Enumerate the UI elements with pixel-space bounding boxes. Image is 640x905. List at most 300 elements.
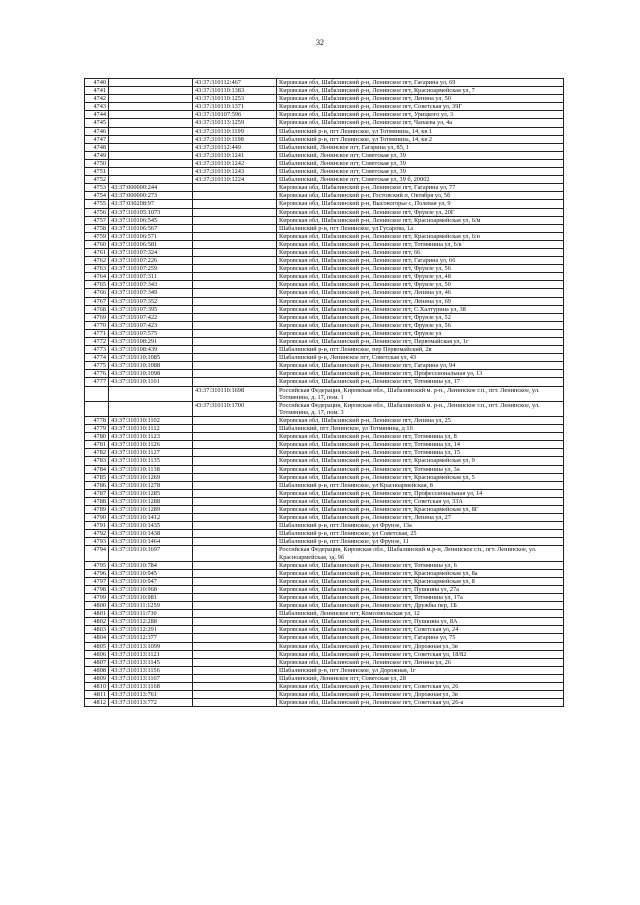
address-cell: Кировская обл, Шабалинский р-н, Ленинское пгт, Гагарина ул, 94 [277,362,564,370]
sub-cadastral-number-cell [193,530,277,538]
address-cell: Шабалинский р-н, пгт Ленинское, ул Дорожная, 1г [277,666,564,674]
cadastral-number-cell: 43:37:310107:259 [109,265,193,273]
sub-cadastral-number-cell [193,346,277,354]
cadastral-number-cell: 43:37:310106:567 [109,224,193,232]
address-cell: Шабалинский р-н, пгт Ленинское, ул Советская, 25 [277,530,564,538]
sub-cadastral-number-cell [193,634,277,642]
table-row [85,176,564,184]
cadastral-number-cell: 43:37:310107:311 [109,273,193,281]
cadastral-number-cell: 43:37:310110:1098 [109,370,193,378]
sub-cadastral-number-cell [193,297,277,305]
sub-cadastral-number-cell: 43:37:310107:596 [193,111,277,119]
row-number-cell: 4757 [85,216,109,224]
cadastral-number-cell: 43:37:310112:377 [109,634,193,642]
address-cell: Кировская обл, Шабалинский р-н, Ленинское пгт, Тотмянина ул, 8 [277,433,564,441]
address-cell: Кировская обл, Шабалинский р-н, Ленинское пгт, Красноармейская ул, 9 [277,457,564,465]
sub-cadastral-number-cell [193,184,277,192]
address-cell: Кировская обл, Шабалинский р-н, Ленинское пгт, Тотмянина ул, 17а [277,594,564,602]
address-cell: Кировская обл, Шабалинский р-н, Ленинское пгт, Советская ул, 33А [277,497,564,505]
cadastral-number-cell: 43:37:310113:772 [109,699,193,707]
sub-cadastral-number-cell [193,338,277,346]
address-cell: Шабалинский р-н, Ленинское пгт, Советская ул, 43 [277,354,564,362]
row-number-cell: 4756 [85,208,109,216]
sub-cadastral-number-cell [193,569,277,577]
cadastral-number-cell: 43:37:310112:291 [109,626,193,634]
cadastral-number-cell: 43:37:310110:1127 [109,449,193,457]
row-number-cell: 4754 [85,192,109,200]
table-row [85,634,564,642]
table-row [85,362,564,370]
sub-cadastral-number-cell [193,232,277,240]
sub-cadastral-number-cell [193,378,277,386]
sub-cadastral-number-cell [193,216,277,224]
row-number-cell: 4763 [85,265,109,273]
table-row [85,370,564,378]
row-number-cell: 4772 [85,338,109,346]
row-number-cell: 4775 [85,362,109,370]
sub-cadastral-number-cell [193,626,277,634]
table-row [85,354,564,362]
cadastral-number-cell: 43:37:310113:1121 [109,650,193,658]
cadastral-number-cell: 43:37:310113:761 [109,691,193,699]
sub-cadastral-number-cell [193,240,277,248]
table-row [85,240,564,248]
table-row [85,216,564,224]
table-row [85,119,564,127]
address-cell: Кировская обл, Шабалинский р-н, Ленинское пгт, Ленина ул, 25 [277,416,564,424]
sub-cadastral-number-cell [193,561,277,569]
table-row [85,577,564,585]
cadastral-number-cell: 43:37:310110:1085 [109,354,193,362]
row-number-cell: 4746 [85,127,109,135]
address-cell: Кировская обл, Шабалинский р-н, Ленинское пгт, Фрунзе ул, 56 [277,321,564,329]
cadastral-number-cell: 43:37:310110:981 [109,594,193,602]
cadastral-number-cell: 43:37:310110:1278 [109,481,193,489]
cadastral-number-cell: 43:37:310106:581 [109,240,193,248]
address-cell: Кировская обл, Шабалинский р-н, Ленинское пгт, 66 [277,248,564,256]
row-number-cell: 4776 [85,370,109,378]
sub-cadastral-number-cell [193,370,277,378]
sub-cadastral-number-cell [193,321,277,329]
table-row [85,433,564,441]
cadastral-number-cell [109,168,193,176]
cadastral-number-cell: 43:37:310107:226 [109,257,193,265]
sub-cadastral-number-cell [193,265,277,273]
sub-cadastral-number-cell: 43:37:310113:1259 [193,119,277,127]
cadastral-number-cell: 43:37:310107:422 [109,313,193,321]
address-cell: Кировская обл, Шабалинский р-н, Ленинское пгт, Ленина ул, 46 [277,289,564,297]
table-row [85,449,564,457]
row-number-cell: 4777 [85,378,109,386]
cadastral-number-cell: 43:37:310107:349 [109,289,193,297]
address-cell: Кировская обл, Шабалинский р-н, Ленинское пгт, Дорожная ул, 3в [277,642,564,650]
cadastral-number-cell [109,143,193,151]
sub-cadastral-number-cell [193,362,277,370]
cadastral-number-cell [109,151,193,159]
table-row [85,297,564,305]
cadastral-number-cell: 43:37:310111:1259 [109,602,193,610]
row-number-cell: 4767 [85,297,109,305]
sub-cadastral-number-cell [193,289,277,297]
sub-cadastral-number-cell [193,505,277,513]
address-cell: Шабалинский р-н, пгт Ленинское, ул Красноармейская, 8 [277,481,564,489]
sub-cadastral-number-cell [193,329,277,337]
row-number-cell: 4782 [85,449,109,457]
address-cell: Шабалинский р-н, пгт Ленинское, ул Гусарова, 1а [277,224,564,232]
cadastral-number-cell: 43:37:310110:1088 [109,362,193,370]
sub-cadastral-number-cell [193,497,277,505]
sub-cadastral-number-cell: 43:37:310110:1698 [193,386,277,401]
row-number-cell: 4755 [85,200,109,208]
cadastral-number-cell: 43:37:310107:575 [109,329,193,337]
table-row [85,561,564,569]
table-row [85,497,564,505]
cadastral-number-cell: 43:37:310110:1438 [109,530,193,538]
table-row [85,289,564,297]
address-cell: Кировская обл, Шабалинский р-н, Ленинское пгт, Дружбы пер, 1Б [277,602,564,610]
cadastral-number-cell: 43:37:310112:288 [109,618,193,626]
sub-cadastral-number-cell: 43:37:310110:1253 [193,95,277,103]
sub-cadastral-number-cell [193,465,277,473]
address-cell: Кировская обл, Шабалинский р-н, Ленинское пгт, Красноармейская ул, 8Г [277,505,564,513]
row-number-cell: 4770 [85,321,109,329]
cadastral-number-cell [109,119,193,127]
row-number-cell: 4760 [85,240,109,248]
table-row [85,87,564,95]
row-number-cell: 4787 [85,489,109,497]
address-cell: Кировская обл, Шабалинский р-н, Ленинское пгт, Дорожная ул, 3в [277,691,564,699]
cadastral-number-cell [109,176,193,184]
row-number-cell: 4796 [85,569,109,577]
table-row [85,232,564,240]
registry-table-body [85,79,564,707]
address-cell: Шабалинский, Ленинское пгт, Советская ул, 39 [277,159,564,167]
address-cell: Шабалинский р-н, пгт Ленинское, пер Первомайский, 2в [277,346,564,354]
address-cell: Кировская обл, Шабалинский р-н, Ленинское пгт, Ленина ул, 69 [277,297,564,305]
cadastral-number-cell [109,159,193,167]
address-cell: Кировская обл, Шабалинский р-н, Ленинское пгт, Гагарина ул, 77 [277,184,564,192]
table-row [85,200,564,208]
address-cell: Кировская обл, Шабалинский р-н, Ленинское пгт, Гагарина ул, 66 [277,257,564,265]
address-cell: Шабалинский, Ленинское пгт, Гагарина ул, 85, 1 [277,143,564,151]
address-cell: Кировская обл, Шабалинский р-н, Ленинское пгт, Профессиональная ул, 13 [277,370,564,378]
cadastral-number-cell: 43:37:310108:291 [109,338,193,346]
row-number-cell: 4803 [85,626,109,634]
sub-cadastral-number-cell [193,473,277,481]
address-cell: Кировская обл, Шабалинский р-н, Ленинское пгт, Фрунзе ул [277,329,564,337]
cadastral-number-cell: 43:37:310110:1101 [109,378,193,386]
sub-cadastral-number-cell [193,354,277,362]
address-cell: Шабалинский, Ленинское пгт, Советская ул, 39 б, 20002 [277,176,564,184]
table-row [85,401,564,416]
address-cell: Кировская обл, Шабалинский р-н, Ленинское пгт, Ленина ул, 26 [277,658,564,666]
sub-cadastral-number-cell [193,208,277,216]
row-number-cell: 4766 [85,289,109,297]
table-row [85,481,564,489]
page-number: 32 [316,38,324,47]
row-number-cell [85,386,109,401]
table-row [85,184,564,192]
table-row [85,416,564,424]
table-row [85,441,564,449]
sub-cadastral-number-cell [193,691,277,699]
address-cell: Кировская обл, Шабалинский р-н, Ленинское пгт, Фрунзе ул, 48 [277,273,564,281]
cadastral-number-cell: 43:37:030208:97 [109,200,193,208]
table-row [85,281,564,289]
address-cell: Кировская обл, Шабалинский р-н, Ленинское пгт, Тотмянина ул, 17 [277,378,564,386]
table-row [85,111,564,119]
sub-cadastral-number-cell [193,642,277,650]
cadastral-number-cell: 43:37:310113:1099 [109,642,193,650]
row-number-cell: 4744 [85,111,109,119]
row-number-cell: 4768 [85,305,109,313]
sub-cadastral-number-cell: 43:37:310112:449 [193,143,277,151]
table-row [85,585,564,593]
cadastral-number-cell [109,401,193,416]
table-row [85,346,564,354]
cadastral-number-cell: 43:37:310110:1285 [109,489,193,497]
row-number-cell: 4798 [85,585,109,593]
cadastral-number-cell: 43:37:310110:1288 [109,497,193,505]
sub-cadastral-number-cell [193,457,277,465]
cadastral-number-cell [109,127,193,135]
row-number-cell: 4779 [85,425,109,433]
address-cell: Шабалинский, пгт Ленинское, ул Тотмянина, д 16 [277,425,564,433]
row-number-cell: 4804 [85,634,109,642]
address-cell: Шабалинский р-н, пгт Ленинское, ул Фрунзе, 11 [277,538,564,546]
row-number-cell: 4794 [85,546,109,561]
sub-cadastral-number-cell [193,674,277,682]
address-cell: Кировская обл, Шабалинский р-н, Высокогорье с, Полевая ул, 9 [277,200,564,208]
row-number-cell: 4758 [85,224,109,232]
address-cell: Шабалинский, Ленинское пгт, Советская ул, 28 [277,674,564,682]
address-cell: Кировская обл, Шабалинский р-н, Ленинское пгт, Фрунзе ул, 52 [277,313,564,321]
cadastral-number-cell: 43:37:310110:1269 [109,473,193,481]
sub-cadastral-number-cell [193,416,277,424]
cadastral-number-cell [109,111,193,119]
sub-cadastral-number-cell [193,200,277,208]
row-number-cell: 4759 [85,232,109,240]
address-cell: Кировская обл, Шабалинский р-н, Ленинское пгт, С.Халтурина ул, 38 [277,305,564,313]
row-number-cell: 4786 [85,481,109,489]
sub-cadastral-number-cell [193,610,277,618]
address-cell: Кировская обл, Шабалинский р-н, Ленинское пгт, Красноармейская ул, 7 [277,87,564,95]
sub-cadastral-number-cell [193,273,277,281]
cadastral-number-cell: 43:37:310110:1435 [109,522,193,530]
address-cell: Российская Федерация, Кировская обл., Шабалинский м. р-н., Ленинское г.п., пгт. Ленинское, ул. Тотмянина, д. 17, пом. 1 [277,386,564,401]
table-row [85,321,564,329]
row-number-cell: 4750 [85,159,109,167]
address-cell: Кировская обл, Шабалинский р-н, Ленинское пгт, Фрунзе ул, 20Г [277,208,564,216]
cadastral-number-cell: 43:37:310110:1126 [109,441,193,449]
sub-cadastral-number-cell [193,425,277,433]
table-row [85,699,564,707]
address-cell: Кировская обл, Шабалинский р-н, Ленинское пгт, Урицкого ул, 3 [277,111,564,119]
sub-cadastral-number-cell [193,618,277,626]
table-row [85,273,564,281]
sub-cadastral-number-cell: 43:37:310110:1383 [193,87,277,95]
table-row [85,473,564,481]
sub-cadastral-number-cell: 43:37:310110:1199 [193,127,277,135]
address-cell: Шабалинский, Ленинское пгт, Комсомольская ул, 12 [277,610,564,618]
sub-cadastral-number-cell [193,585,277,593]
address-cell: Кировская обл, Шабалинский р-н, Ленинское пгт, Пушкина ул, 8А [277,618,564,626]
cadastral-number-cell: 43:37:000000:273 [109,192,193,200]
table-row [85,658,564,666]
address-cell: Кировская обл, Шабалинский р-н, Ленинское пгт, Первомайская ул, 1г [277,338,564,346]
address-cell: Кировская обл, Шабалинский р-н, Гостовский п, Октября ул, 5б [277,192,564,200]
sub-cadastral-number-cell [193,313,277,321]
row-number-cell: 4807 [85,658,109,666]
sub-cadastral-number-cell [193,281,277,289]
sub-cadastral-number-cell [193,594,277,602]
row-number-cell: 4771 [85,329,109,337]
table-row [85,691,564,699]
cadastral-number-cell: 43:37:310113:1156 [109,666,193,674]
table-row [85,457,564,465]
sub-cadastral-number-cell: 43:37:310110:1198 [193,135,277,143]
table-row [85,386,564,401]
row-number-cell: 4806 [85,650,109,658]
table-row [85,569,564,577]
row-number-cell: 4747 [85,135,109,143]
registry-table [84,78,564,707]
row-number-cell: 4784 [85,465,109,473]
cadastral-number-cell: 43:37:310107:343 [109,281,193,289]
row-number-cell: 4789 [85,505,109,513]
table-row [85,79,564,87]
table-row [85,683,564,691]
table-row [85,208,564,216]
address-cell: Кировская обл, Шабалинский р-н, Ленинское пгт, Советская ул, 18/82 [277,650,564,658]
row-number-cell: 4773 [85,346,109,354]
address-cell: Шабалинский р-н, пгт Ленинское, ул Тотмянина, 14, кв 1 [277,127,564,135]
address-cell: Российская Федерация, Кировская обл., Шабалинский м. р-н., Ленинское г.п., пгт. Ленинское, ул. Тотмянина, д. 17, пом. 3 [277,401,564,416]
cadastral-number-cell: 43:37:310108:439 [109,346,193,354]
row-number-cell: 4778 [85,416,109,424]
table-row [85,489,564,497]
table-row [85,505,564,513]
sub-cadastral-number-cell [193,577,277,585]
table-row [85,168,564,176]
table-row [85,135,564,143]
address-cell: Кировская обл, Шабалинский р-н, Ленинское пгт, Тотмянина ул, 6 [277,561,564,569]
row-number-cell: 4769 [85,313,109,321]
table-row [85,594,564,602]
sub-cadastral-number-cell [193,449,277,457]
address-cell: Шабалинский р-н, пгт Ленинское, ул Фрунзе, 13а [277,522,564,530]
row-number-cell: 4792 [85,530,109,538]
row-number-cell: 4795 [85,561,109,569]
cadastral-number-cell: 43:37:310105:1073 [109,208,193,216]
table-row [85,642,564,650]
sub-cadastral-number-cell [193,538,277,546]
table-row [85,192,564,200]
cadastral-number-cell: 43:37:310110:1138 [109,465,193,473]
cadastral-number-cell: 43:37:310110:947 [109,577,193,585]
address-cell: Шабалинский, Ленинское пгт, Советская ул, 39 [277,168,564,176]
cadastral-number-cell: 43:37:310110:1112 [109,425,193,433]
row-number-cell: 4785 [85,473,109,481]
cadastral-number-cell: 43:37:310110:968 [109,585,193,593]
row-number-cell: 4810 [85,683,109,691]
sub-cadastral-number-cell [193,546,277,561]
sub-cadastral-number-cell [193,192,277,200]
cadastral-number-cell: 43:37:310107:423 [109,321,193,329]
row-number-cell: 4801 [85,610,109,618]
table-row [85,103,564,111]
table-row [85,602,564,610]
address-cell: Кировская обл, Шабалинский р-н, Ленинское пгт, Красноармейская ул, 5 [277,473,564,481]
row-number-cell: 4805 [85,642,109,650]
cadastral-number-cell [109,95,193,103]
table-row [85,465,564,473]
table-row [85,626,564,634]
address-cell: Кировская обл, Шабалинский р-н, Ленинское пгт, Пушкина ул, 27а [277,585,564,593]
cadastral-number-cell: 43:37:310110:1289 [109,505,193,513]
row-number-cell: 4753 [85,184,109,192]
sub-cadastral-number-cell [193,514,277,522]
sub-cadastral-number-cell [193,248,277,256]
table-row [85,151,564,159]
address-cell: Кировская обл, Шабалинский р-н, Ленинское пгт, Тотмянина ул, 6/в [277,240,564,248]
address-cell: Кировская обл, Шабалинский р-н, Ленинское пгт, Ленина ул, 27 [277,514,564,522]
cadastral-number-cell: 43:37:310113:1145 [109,658,193,666]
row-number-cell: 4802 [85,618,109,626]
cadastral-number-cell [109,79,193,87]
address-cell: Кировская обл, Шабалинский р-н, Ленинское пгт, Тотмянина ул, 15 [277,449,564,457]
row-number-cell: 4781 [85,441,109,449]
address-cell: Кировская обл, Шабалинский р-н, Ленинское пгт, Советская ул, 24 [277,626,564,634]
sub-cadastral-number-cell [193,433,277,441]
row-number-cell: 4799 [85,594,109,602]
row-number-cell: 4780 [85,433,109,441]
row-number-cell: 4745 [85,119,109,127]
table-row [85,546,564,561]
row-number-cell: 4761 [85,248,109,256]
sub-cadastral-number-cell [193,666,277,674]
cadastral-number-cell: 43:37:310110:1697 [109,546,193,561]
sub-cadastral-number-cell [193,257,277,265]
row-number-cell: 4741 [85,87,109,95]
cadastral-number-cell: 43:37:000000:244 [109,184,193,192]
cadastral-number-cell: 43:37:310107:352 [109,297,193,305]
row-number-cell: 4809 [85,674,109,682]
address-cell: Кировская обл, Шабалинский р-н, Ленинское пгт, Красноармейская ул, 6/н [277,232,564,240]
sub-cadastral-number-cell [193,305,277,313]
address-cell: Кировская обл, Шабалинский р-н, Ленинское пгт, Профессиональная ул, 14 [277,489,564,497]
row-number-cell: 4752 [85,176,109,184]
cadastral-number-cell: 43:37:310110:1102 [109,416,193,424]
row-number-cell: 4791 [85,522,109,530]
cadastral-number-cell: 43:37:310106:545 [109,216,193,224]
row-number-cell: 4742 [85,95,109,103]
row-number-cell: 4808 [85,666,109,674]
table-row [85,265,564,273]
table-row [85,224,564,232]
row-number-cell: 4783 [85,457,109,465]
row-number-cell: 4748 [85,143,109,151]
row-number-cell: 4811 [85,691,109,699]
sub-cadastral-number-cell: 43:37:310110:1700 [193,401,277,416]
table-row [85,143,564,151]
address-cell: Шабалинский р-н, пгт Ленинское, ул Тотмянина, 14, кв 2 [277,135,564,143]
table-row [85,329,564,337]
row-number-cell: 4740 [85,79,109,87]
table-row [85,127,564,135]
address-cell: Кировская обл, Шабалинский р-н, Ленинское пгт, Гагарина ул, 69 [277,79,564,87]
address-cell: Кировская обл, Шабалинский р-н, Ленинское пгт, Тотмянина ул, 3а [277,465,564,473]
